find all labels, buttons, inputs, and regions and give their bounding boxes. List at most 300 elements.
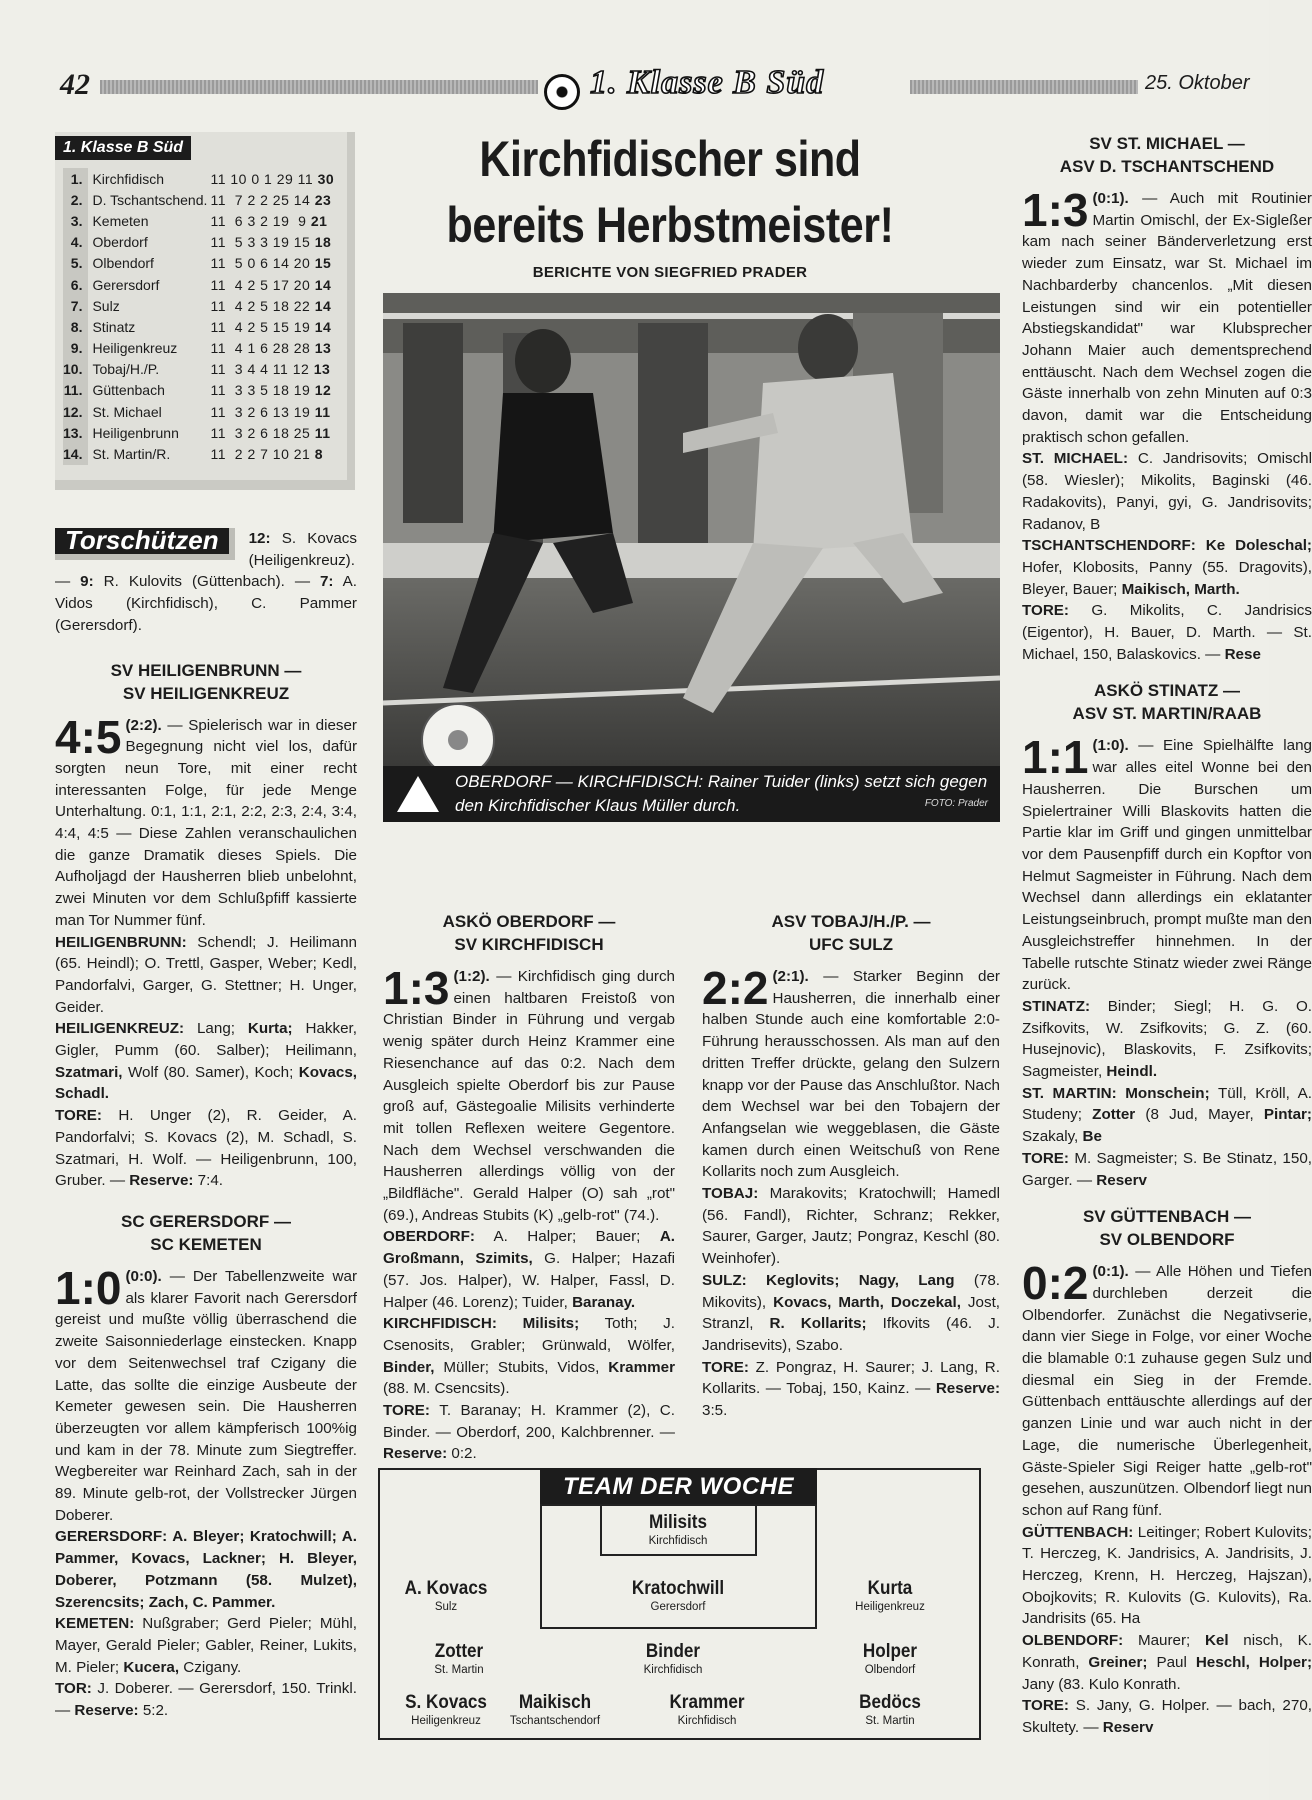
match-heading: SC GERERSDORF — bbox=[120, 1211, 292, 1231]
match-report bbox=[1022, 1257, 1312, 1521]
player-club: Olbendorf bbox=[864, 1664, 916, 1676]
standings-team: Güttenbach bbox=[92, 382, 165, 399]
team-label: OBERDORF: bbox=[383, 1228, 475, 1246]
league-title: 1. Klasse B Süd bbox=[590, 64, 825, 101]
standings-points: 11 bbox=[314, 424, 331, 441]
team-label: KEMETEN: bbox=[55, 1615, 135, 1633]
reserve-label: Reserve: bbox=[74, 1702, 139, 1720]
halftime-score: (0:1). bbox=[1092, 1263, 1129, 1281]
away-lineup bbox=[1022, 535, 1312, 600]
player-club: Tschantschendorf bbox=[509, 1715, 601, 1727]
player-forward bbox=[475, 1692, 635, 1728]
standings-points: 30 bbox=[317, 170, 335, 187]
report-text: — Alle Höhen und Tiefen durchleben derzeit die Olbendorfer. Zunächst die Negativserie, dann vier Siege in Folge, vor einer Woche die blamable 0:1 zuhause gegen Sulz und diesmal ein Sieg in der Fremde. Güttenbach enttäuschte allerdings auf der ganzen Linie und war auch nicht in der Lage, die numerische Überlegenheit, Gäste-Spieler Sigi Reiger hatte „gelb-rot" gesehen, auszunützen. Olbendorf liegt nun schon auf Rang fünf. bbox=[1022, 1263, 1312, 1519]
standings-points: 14 bbox=[314, 297, 332, 314]
lineup-text: Greiner; bbox=[1088, 1653, 1148, 1671]
player-midfielder bbox=[593, 1641, 753, 1677]
standings-table-box bbox=[55, 132, 355, 490]
header-rule-left bbox=[100, 80, 538, 94]
goals-line bbox=[1022, 600, 1312, 665]
standings-points: 13 bbox=[313, 361, 331, 378]
team-label: OLBENDORF: bbox=[1022, 1632, 1124, 1650]
goals-line bbox=[383, 1400, 675, 1465]
goals-label: TORE: bbox=[1022, 602, 1069, 620]
standings-rank: 5. bbox=[63, 253, 88, 274]
match-heading: SV GÜTTENBACH — bbox=[1082, 1207, 1252, 1227]
team-label: SULZ: bbox=[702, 1271, 747, 1289]
standings-team: Tobaj/H./P. bbox=[92, 361, 160, 378]
match-heading: UFC SULZ bbox=[808, 935, 894, 954]
lineup-text: Heschl, Holper; bbox=[1195, 1653, 1312, 1671]
standings-points: 15 bbox=[314, 255, 332, 272]
match-score: 2:2 bbox=[702, 962, 769, 1014]
goals-text: Z. Pongraz, H. Saurer; J. Lang, R. Kollarits. — Tobaj, 150, Kainz. — bbox=[702, 1358, 1000, 1398]
page-number: 42 bbox=[60, 68, 90, 101]
standings-record: 11 3 2 6 13 19 bbox=[210, 403, 311, 420]
standings-row bbox=[63, 253, 340, 274]
photo-credit: FOTO: Prader bbox=[924, 798, 988, 809]
triangle-icon bbox=[397, 776, 439, 812]
match-report bbox=[702, 962, 1000, 1183]
photo-illustration bbox=[383, 293, 1000, 766]
lineup-text: Doleschal; bbox=[1235, 537, 1312, 555]
standings-points: 11 bbox=[314, 403, 331, 420]
goals-label: TORE: bbox=[383, 1402, 430, 1420]
goals-line bbox=[55, 1678, 357, 1721]
lineup-text: Paul bbox=[1147, 1653, 1196, 1671]
report-text: — Eine Spielhälfte lang war alles eitel Wonne bei den Hausherren. Die Burschen um Spielertrainer Willi Blaskovits hatten die Partie klar im Griff und gingen unmittelbar vor dem Pausenpfiff durch ein Kopftor von Helmut Sagmeister in Führung. Nach dem Wechsel dann allerdings ein eklatanter Leistungseinbruch, prompt mußte man den Ausgleichstreffer hinnehmen. In der Tabelle rutschte Stinatz wieder zwei Ränge zurück. bbox=[1022, 737, 1312, 994]
scorers-rank-7: 7: bbox=[319, 573, 334, 591]
home-lineup bbox=[1022, 1522, 1312, 1631]
scorers-text-12: S. Kovacs (Heiligenkreuz). — bbox=[55, 530, 357, 591]
reserve-score: 0:2. bbox=[447, 1445, 477, 1463]
lineup-text: Kel bbox=[1204, 1632, 1229, 1650]
match-report bbox=[55, 1261, 357, 1526]
lineup-text: Krammer bbox=[608, 1358, 675, 1376]
player-club: Heiligenkreuz bbox=[855, 1601, 925, 1613]
lineup-text: Pintar; bbox=[1263, 1106, 1312, 1124]
match-heading: SV KIRCHFIDISCH bbox=[454, 935, 604, 954]
player-club: Kirchfidisch bbox=[643, 1664, 703, 1676]
scorers-title: Torschützen bbox=[55, 528, 235, 560]
goals-label: TOR: bbox=[55, 1680, 92, 1698]
goals-label: TORE: bbox=[702, 1358, 749, 1376]
away-lineup bbox=[702, 1270, 1000, 1357]
report-text: — Kirchfidisch ging durch einen haltbaren Freistoß von Christian Binder in Führung und vergab wenig später durch Heinz Krammer eine Riesenchance auf das 0:2. Nach dem Ausgleich spielte Oberdorf bis zur Pause groß auf, Gästegoalie Milisits verhinderte mit tollen Reflexen weitere Gegentore. Nach dem Wechsel verschwanden die Hausherren allerdings völlig von der „Bildfläche". Gerald Halper (O) sah „rot" (69.), Andreas Stubits (K) „gelb-rot" (74.). bbox=[383, 968, 675, 1224]
away-lineup bbox=[55, 1613, 357, 1678]
standings-record: 11 4 2 5 18 22 bbox=[210, 297, 311, 314]
lineup-text: A. Großmann, Szimits, bbox=[383, 1228, 675, 1268]
standings-points: 13 bbox=[314, 340, 332, 357]
match-heading: ASKÖ STINATZ — bbox=[1093, 681, 1241, 701]
standings-rank: 11. bbox=[63, 380, 88, 401]
standings-stats bbox=[210, 316, 340, 337]
away-lineup bbox=[55, 1018, 357, 1105]
lineup-text: Jost, Stranzl, bbox=[702, 1293, 1001, 1333]
lineup-text: Ke bbox=[1205, 537, 1226, 555]
player-midfielder bbox=[379, 1641, 539, 1677]
match-heading: SV ST. MICHAEL — bbox=[1089, 134, 1245, 153]
match-report bbox=[1022, 184, 1312, 448]
lineup-text: Czigany. bbox=[179, 1658, 242, 1676]
standings-row bbox=[63, 422, 340, 443]
standings-row bbox=[63, 443, 340, 464]
match-score: 0:2 bbox=[1022, 1257, 1089, 1310]
player-club: Gerersdorf bbox=[650, 1601, 706, 1613]
lineup-text: R. Kollarits; bbox=[769, 1315, 867, 1333]
team-label: TSCHANTSCHENDORF: bbox=[1022, 537, 1196, 555]
reserve-label: Reserve: bbox=[935, 1380, 1000, 1398]
right-column bbox=[1022, 132, 1312, 1739]
reserve-label: Reserv bbox=[1096, 1171, 1147, 1189]
standings-record: 11 4 1 6 28 28 bbox=[210, 340, 311, 357]
match-report bbox=[1022, 731, 1312, 995]
caption-text: OBERDORF — KIRCHFIDISCH: Rainer Tuider (links) setzt sich gegen den Kirchfidischer Klaus Müller durch. bbox=[455, 772, 988, 815]
standings-points: 21 bbox=[310, 212, 328, 229]
home-lineup bbox=[55, 1526, 357, 1613]
standings-team: St. Michael bbox=[92, 403, 162, 420]
lineup-text bbox=[1196, 537, 1206, 554]
lineup-text bbox=[747, 1272, 766, 1289]
player-club: Heiligenkreuz bbox=[411, 1715, 481, 1727]
match-heading: ASV D. TSCHANTSCHEND bbox=[1059, 157, 1275, 176]
halftime-score: (2:1). bbox=[772, 968, 809, 985]
team-label: HEILIGENBRUNN: bbox=[55, 933, 187, 951]
player-defender bbox=[366, 1578, 526, 1614]
standings-row bbox=[63, 295, 340, 316]
lineup-text: Maikisch, Marth. bbox=[1121, 580, 1240, 598]
goals-text: T. Baranay; H. Krammer (2), C. Binder. — Oberdorf, 200, Kalchbrenner. — bbox=[383, 1402, 675, 1441]
standings-team: Olbendorf bbox=[92, 255, 154, 272]
lineup-text: Kucera, bbox=[123, 1658, 180, 1676]
lineup-text: A. Halper; Bauer; bbox=[474, 1228, 660, 1246]
standings-rank: 2. bbox=[63, 189, 88, 210]
standings-record: 11 4 2 5 15 19 bbox=[210, 318, 311, 335]
lineup-text: Kurta; bbox=[247, 1020, 293, 1038]
team-label: KIRCHFIDISCH: bbox=[383, 1315, 497, 1333]
standings-record: 11 3 3 5 18 19 bbox=[210, 382, 311, 399]
halftime-score: (0:1). bbox=[1092, 190, 1129, 207]
standings-row bbox=[63, 274, 340, 295]
scorers-text-7: A. Vidos (Kirchfidisch), C. Pammer (Gerersdorf). bbox=[55, 573, 357, 634]
team-of-week bbox=[378, 1468, 981, 1740]
player-name: Binder bbox=[645, 1641, 701, 1662]
lineup-text: Binder; Siegl; H. G. O. Zsifkovits, W. Zsifkovits; G. Z. (60. Husejnovic), Blaskovits, F. Zsifkovits; Sagmeister, bbox=[1022, 997, 1312, 1081]
player-name: Zotter bbox=[434, 1641, 484, 1662]
match-heading: SV HEILIGENBRUNN — bbox=[110, 660, 302, 680]
player-club: Kirchfidisch bbox=[677, 1715, 737, 1727]
goals-text: S. Jany, G. Holper. — bach, 270, Skultety. — bbox=[1022, 1697, 1312, 1736]
issue-date: 25. Oktober bbox=[1145, 72, 1250, 94]
match-report bbox=[383, 962, 675, 1226]
lineup-text: (8 Jud, Mayer, bbox=[1135, 1106, 1264, 1124]
scorers-block bbox=[55, 525, 357, 637]
match-score: 1:3 bbox=[1022, 184, 1089, 236]
scorers-text-9: R. Kulovits (Güttenbach). — bbox=[93, 573, 320, 591]
report-text: — Auch mit Routinier Martin Omischl, der Ex-Sigleßer kam nach seiner Bänderverletzung erst wieder zum Einsatz, war St. Michael im Nachbarderby chancenlos. „Mit diesen Leistungen sind wir ein potentieller Abstiegskandidat" war Klubsprecher Johann Maier auch dementsprechend enttäuscht. Nach dem Wechsel zogen die Gäste innerhalb von zehn Minuten auf 0:3 davon, damit war die Entscheidung praktisch schon gefallen. bbox=[1022, 190, 1312, 446]
standings-stats bbox=[210, 168, 340, 189]
report-text: — Der Tabellenzweite war als klarer Favorit nach Gerersdorf gereist und mußte völlig überraschend die zweite Saisonniederlage einstecken. Knapp vor dem Seitenwechsel traf Czigany die Latte, das sollte die einzige Ausbeute der Kemeter gewesen sein. Die Hausherren überzeugten vor allem kämpferisch 100%ig und kam in der 78. Minute zum Siegtreffer. Wegbereiter war Reinhard Zach, sah in der 89. Minute gelb-rot, der Vollstrecker Jürgen Doberer. bbox=[55, 1267, 357, 1524]
player-club: Sulz bbox=[434, 1601, 458, 1613]
standings-row bbox=[63, 168, 340, 189]
player-name: Kurta bbox=[867, 1578, 913, 1599]
match-heading: ASV TOBAJ/H./P. — bbox=[771, 912, 931, 931]
standings-stats bbox=[210, 274, 340, 295]
standings-team: Kirchfidisch bbox=[92, 170, 165, 187]
standings-stats bbox=[210, 443, 340, 464]
lineup-text: Müller; Stubits, Vidos, bbox=[434, 1358, 609, 1376]
header-rule-right bbox=[910, 80, 1138, 94]
standings-stats bbox=[210, 232, 340, 253]
halftime-score: (2:2). bbox=[125, 716, 162, 734]
standings-row bbox=[63, 338, 340, 359]
lineup-text: A. Bleyer; Kratochwill; A. Pammer, Kovacs, Lackner; H. Bleyer, Doberer, Potzmann (58. Mulzet), Szerencsits; Zach, C. Pammer. bbox=[55, 1528, 357, 1611]
lineup-text: Szakaly, bbox=[1022, 1128, 1083, 1146]
standings-points: 14 bbox=[314, 276, 332, 293]
standings-row bbox=[63, 380, 340, 401]
team-label: ST. MICHAEL: bbox=[1022, 450, 1129, 468]
match-heading: ASKÖ OBERDORF — bbox=[442, 912, 616, 931]
lineup-text: Monschein; bbox=[1125, 1084, 1210, 1102]
standings-stats bbox=[210, 359, 340, 380]
reserve-label: Rese bbox=[1224, 645, 1261, 663]
standings-points: 12 bbox=[314, 382, 332, 399]
match-report bbox=[55, 710, 357, 932]
standings-stats bbox=[210, 210, 340, 231]
standings-stats bbox=[210, 380, 340, 401]
lineup-text: G. Halper; Hazafi (57. Jos. Halper), W. Halper, Fassl, D. Halper (46. Lorenz); Tuider, bbox=[383, 1250, 675, 1311]
reserve-label: Reserv bbox=[1102, 1719, 1154, 1736]
standings-points: 14 bbox=[314, 318, 332, 335]
halftime-score: (1:0). bbox=[1092, 737, 1129, 755]
standings-record: 11 3 4 4 11 12 bbox=[210, 361, 310, 378]
middle-right-column bbox=[702, 910, 1000, 1422]
standings-rank: 1. bbox=[63, 168, 88, 189]
standings-points: 18 bbox=[314, 234, 332, 251]
lineup-text bbox=[1117, 1085, 1126, 1102]
standings-rank: 14. bbox=[63, 443, 88, 464]
lineup-text: (88. M. Csencsits). bbox=[383, 1380, 510, 1398]
lineup-text: Hakker, Gigler, Pumm (60. Salber); Heilimann, bbox=[55, 1020, 357, 1060]
scorers-rank-9: 9: bbox=[80, 573, 94, 591]
soccer-ball-icon bbox=[544, 74, 580, 110]
report-text: — Spielerisch war in dieser Begegnung nicht viel los, dafür sorgten neun Tore, mit einer recht interessanten Folge, für jede Menge Unterhaltung. 0:1, 1:1, 2:1, 2:2, 2:3, 2:4, 3:4, 4:4, 4:5 — Diese Zahlen veranschaulichen die ganze Dramatik dieses Spiels. Die Aufholjagd der Hausherren blieb unbelohnt, zwei Minuten vor dem Schlußpfiff kassierte man Tor Nummer fünf. bbox=[55, 716, 357, 929]
standings-team: D. Tschantschend. bbox=[92, 191, 208, 208]
standings-points: 8 bbox=[314, 446, 324, 463]
standings-record: 11 10 0 1 29 11 bbox=[210, 170, 314, 187]
lineup-text: Kovacs, Marth, Doczekal, bbox=[773, 1293, 961, 1311]
reserve-label: Reserve: bbox=[129, 1172, 194, 1190]
lineup-text: Tüll, Kröll, A. Studeny; bbox=[1022, 1084, 1312, 1124]
lineup-text: nisch, K. Konrath, bbox=[1022, 1632, 1312, 1671]
player-name: S. Kovacs bbox=[405, 1692, 487, 1713]
standings-team: Sulz bbox=[92, 297, 120, 314]
goals-label: TORE: bbox=[55, 1107, 102, 1125]
home-lineup bbox=[55, 932, 357, 1019]
player-name: Bedöcs bbox=[859, 1692, 921, 1713]
standings-rank: 7. bbox=[63, 295, 88, 316]
home-lineup bbox=[702, 1183, 1000, 1270]
standings-rank: 10. bbox=[63, 359, 88, 380]
goals-text: H. Unger (2), R. Geider, A. Pandorfalvi; S. Kovacs (2), M. Schadl, S. Szatmari, H. Wolf. — Heiligenbrunn, 100, Gruber. — bbox=[55, 1107, 357, 1190]
goals-label: TORE: bbox=[1022, 1149, 1069, 1167]
standings-rank: 6. bbox=[63, 274, 88, 295]
standings-row bbox=[63, 232, 340, 253]
standings-rank: 13. bbox=[63, 422, 88, 443]
lineup-text: Jany (83. Kulo Konrath. bbox=[1022, 1675, 1181, 1693]
team-label: HEILIGENKREUZ: bbox=[55, 1020, 185, 1038]
middle-left-column bbox=[383, 910, 675, 1465]
team-label: TOBAJ: bbox=[702, 1185, 759, 1203]
standings-stats bbox=[210, 253, 340, 274]
lineup-text: Zotter bbox=[1092, 1106, 1136, 1124]
standings-team: St. Martin/R. bbox=[92, 446, 171, 463]
player-goalkeeper bbox=[598, 1512, 758, 1548]
standings-table bbox=[63, 168, 340, 465]
headline-line: Kirchfidischer sind bbox=[479, 131, 861, 187]
standings-stats bbox=[210, 189, 340, 210]
player-midfielder bbox=[810, 1641, 970, 1677]
report-text: — Starker Beginn der Hausherren, die innerhalb einer halben Stunde auch eine komfortable 2:0-Führung herausschossen. Als man auf den dritten Treffer drückte, gelang den Sulzern knapp vor der Pause das Anschlußtor. Nach dem Wechsel war bei den Tobajern der Anfangselan wie weggeblasen, die Gäste kamen durch einen Weitschuß von Rene Kollarits noch zum Ausgleich. bbox=[702, 968, 1000, 1181]
standings-row bbox=[63, 359, 340, 380]
reserve-score: 5:2. bbox=[138, 1702, 169, 1720]
lineup-text: C. Jandrisovits; Omischl (58. Wiesler); Mikolits, Baginski (46. Radakovits), Panyi, gyi, G. Jandrisovits; Radanov, B bbox=[1022, 450, 1312, 533]
team-label: ST. MARTIN: bbox=[1022, 1084, 1117, 1102]
standings-rank: 12. bbox=[63, 401, 88, 422]
standings-stats bbox=[210, 401, 340, 422]
standings-rank: 3. bbox=[63, 210, 88, 231]
player-name: Milisits bbox=[649, 1512, 707, 1533]
lineup-text: Be bbox=[1082, 1128, 1102, 1146]
goals-text: J. Doberer. — Gerersdorf, 150. Trinkl. — bbox=[55, 1680, 357, 1720]
away-lineup bbox=[1022, 1083, 1312, 1148]
standings-record: 11 2 2 7 10 21 bbox=[210, 446, 311, 463]
lineup-text: Schendl; J. Heilimann (65. Heindl); O. Trettl, Gasper, Weber; Kedl, Pandorfalvi, Garger, G. Stettner; H. Unger, Geider. bbox=[55, 933, 357, 1016]
lineup-text: Kovacs, Schadl. bbox=[55, 1063, 357, 1103]
standings-record: 11 6 3 2 19 9 bbox=[210, 212, 307, 229]
player-club: Kirchfidisch bbox=[648, 1535, 708, 1547]
lineup-text: Toth; J. Csenosits, Grabler; Grünwald, Wölfer, bbox=[383, 1315, 675, 1354]
team-label: GÜTTENBACH: bbox=[1022, 1523, 1134, 1541]
lineup-text: Binder, bbox=[383, 1358, 435, 1376]
lineup-text: Marakovits; Kratochwill; Hamedl (56. Fandl), Richter, Schranz; Rekker, Saurer, Garger, Jautz; Pongraz, Keschl (80. Weinhofer). bbox=[702, 1185, 1000, 1268]
reserve-label: Reserve: bbox=[383, 1445, 448, 1463]
team-label: STINATZ: bbox=[1022, 997, 1091, 1015]
headline bbox=[438, 126, 902, 258]
match-heading: ASV ST. MARTIN/RAAB bbox=[1072, 704, 1262, 724]
lineup-text: Szatmari, bbox=[55, 1063, 123, 1081]
standings-team: Heiligenkreuz bbox=[92, 340, 178, 357]
match-score: 1:1 bbox=[1022, 731, 1089, 784]
lineup-text: Heindl. bbox=[1106, 1063, 1158, 1081]
away-lineup bbox=[1022, 1630, 1312, 1695]
player-name: Maikisch bbox=[518, 1692, 592, 1713]
match-score: 4:5 bbox=[55, 710, 122, 763]
match-score: 1:3 bbox=[383, 962, 450, 1014]
goals-text: M. Sagmeister; S. Be Stinatz, 150, Garger. — bbox=[1022, 1149, 1312, 1189]
lineup-text: Baranay. bbox=[572, 1293, 636, 1311]
goals-line bbox=[702, 1357, 1000, 1422]
standings-record: 11 7 2 2 25 14 bbox=[210, 191, 311, 208]
reserve-score: 7:4. bbox=[193, 1172, 224, 1190]
goals-text: G. Mikolits, C. Jandrisics (Eigentor), H. Bauer, D. Marth. — St. Michael, 150, Balaskovics. — bbox=[1022, 602, 1312, 663]
photo-caption bbox=[383, 766, 1000, 822]
team-of-week-title: TEAM DER WOCHE bbox=[540, 1468, 817, 1506]
team-label: GERERSDORF: bbox=[55, 1528, 168, 1546]
player-defender bbox=[810, 1578, 970, 1614]
player-name: Krammer bbox=[669, 1692, 745, 1713]
lineup-text: Ifkovits (46. J. Jandrisevits), Szabo. bbox=[702, 1315, 1000, 1354]
player-name: A. Kovacs bbox=[404, 1578, 488, 1599]
away-lineup bbox=[383, 1313, 675, 1400]
halftime-score: (0:0). bbox=[125, 1267, 162, 1285]
player-name: Kratochwill bbox=[631, 1578, 725, 1599]
standings-team: Heiligenbrunn bbox=[92, 424, 179, 441]
standings-stats bbox=[210, 295, 340, 316]
player-club: St. Martin bbox=[434, 1664, 484, 1676]
match-photo bbox=[383, 293, 1000, 822]
standings-rank: 4. bbox=[63, 232, 88, 253]
player-club: St. Martin bbox=[865, 1715, 915, 1727]
standings-record: 11 3 2 6 18 25 bbox=[210, 424, 311, 441]
match-heading: SV OLBENDORF bbox=[1099, 1230, 1235, 1250]
standings-row bbox=[63, 189, 340, 210]
standings-stats bbox=[210, 422, 340, 443]
standings-record: 11 5 3 3 19 15 bbox=[210, 234, 311, 251]
left-column bbox=[55, 525, 357, 1722]
player-name: Holper bbox=[862, 1641, 918, 1662]
standings-rank: 8. bbox=[63, 316, 88, 337]
match-heading: SC KEMETEN bbox=[150, 1234, 262, 1254]
reserve-score: 3:5. bbox=[702, 1402, 728, 1420]
scorers-rank-12: 12: bbox=[248, 530, 271, 547]
player-forward bbox=[627, 1692, 787, 1728]
standings-points: 23 bbox=[314, 191, 332, 208]
player-defender bbox=[598, 1578, 758, 1614]
standings-record: 11 5 0 6 14 20 bbox=[210, 255, 311, 272]
standings-team: Stinatz bbox=[92, 318, 136, 335]
goals-line bbox=[1022, 1148, 1312, 1191]
standings-rank: 9. bbox=[63, 338, 88, 359]
standings-team: Gerersdorf bbox=[92, 276, 160, 293]
standings-team: Oberdorf bbox=[92, 234, 148, 251]
lineup-text: Leitinger; Robert Kulovits; T. Herczeg, K. Jandrisics, A. Jandrisits, J. Herczeg, Krenn, H. Herczeg, Hajszan), Obojkovits; R. Kulovits (G. Kulovits), Ra. Jandrisits (65. Ha bbox=[1022, 1523, 1312, 1628]
lineup-text: Wolf (80. Samer), Koch; bbox=[122, 1063, 299, 1081]
home-lineup bbox=[1022, 996, 1312, 1083]
lineup-text: Nußgraber; Gerd Pieler; Mühl, Mayer, Gerald Pieler; Gabler, Reiner, Lukits, M. Pieler; bbox=[55, 1615, 357, 1676]
byline: BERICHTE VON SIEGFRIED PRADER bbox=[532, 264, 808, 281]
goals-line bbox=[1022, 1695, 1312, 1738]
match-score: 1:0 bbox=[55, 1261, 122, 1314]
standings-row bbox=[63, 210, 340, 231]
home-lineup bbox=[383, 1226, 675, 1313]
headline-line: bereits Herbstmeister! bbox=[446, 197, 894, 253]
goals-line bbox=[55, 1105, 357, 1192]
lineup-text: Milisits; bbox=[522, 1315, 580, 1333]
player-forward bbox=[810, 1692, 970, 1728]
standings-row bbox=[63, 316, 340, 337]
match-heading: SV HEILIGENKREUZ bbox=[122, 683, 290, 703]
standings-stats bbox=[210, 338, 340, 359]
standings-row bbox=[63, 401, 340, 422]
halftime-score: (1:2). bbox=[453, 968, 490, 985]
lineup-text bbox=[1225, 537, 1235, 554]
standings-record: 11 4 2 5 17 20 bbox=[210, 276, 311, 293]
home-lineup bbox=[1022, 448, 1312, 535]
lineup-text bbox=[497, 1315, 523, 1332]
standings-team: Kemeten bbox=[92, 212, 149, 229]
lineup-text: Lang; bbox=[184, 1020, 248, 1038]
